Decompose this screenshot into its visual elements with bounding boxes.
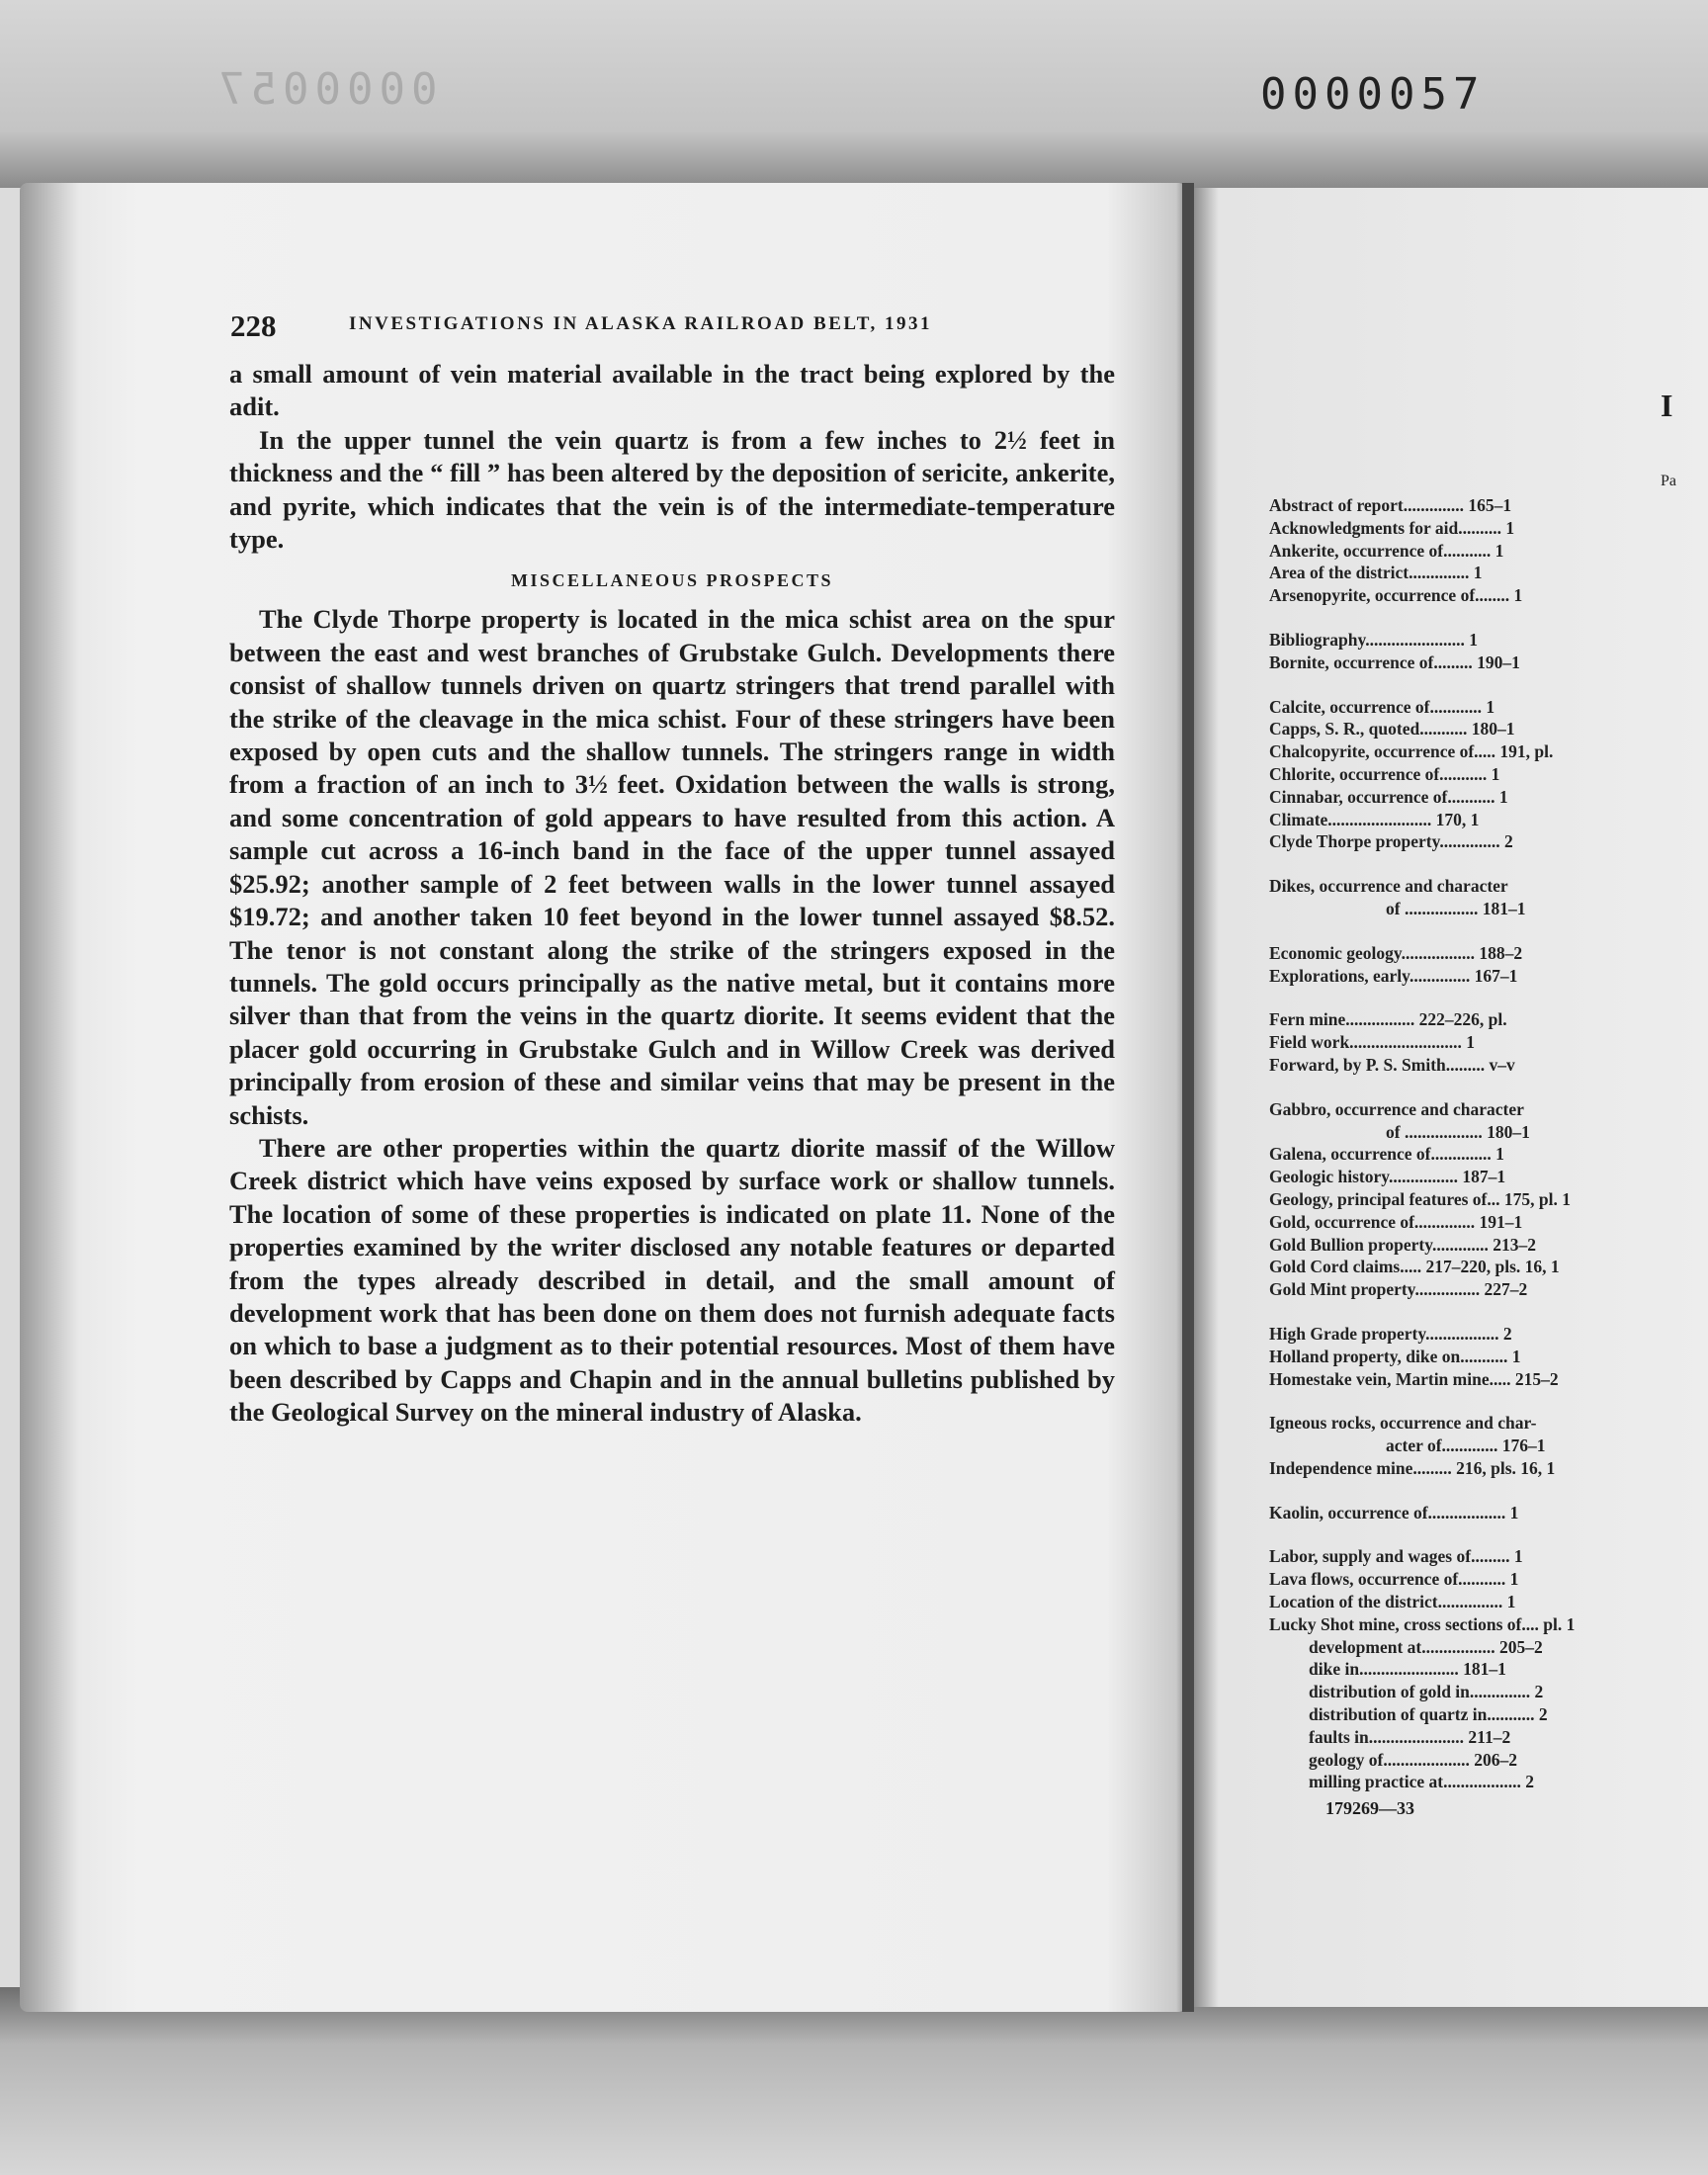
index-entry: Holland property, dike on........... 1 (1269, 1346, 1521, 1366)
body-text (229, 358, 1115, 1430)
index-entry: Independence mine......... 216, pls. 16, 1 (1269, 1457, 1556, 1478)
scan-id-bleedthrough: 0000057 (213, 64, 438, 115)
index-entry: faults in...................... 211–2 (1309, 1726, 1511, 1747)
index-entry: Geologic history................ 187–1 (1269, 1167, 1506, 1187)
index-entry: acter of............. 176–1 (1386, 1436, 1546, 1456)
index-group-gap (1269, 987, 1708, 1008)
index-entry: Homestake vein, Martin mine..... 215–2 (1269, 1368, 1559, 1389)
index-entry: Capps, S. R., quoted........... 180–1 (1269, 719, 1515, 740)
index-entry: Gabbro, occurrence and character (1269, 1098, 1524, 1119)
index-entry: Abstract of report.............. 165–1 (1269, 495, 1512, 515)
index-entry: Location of the district............... 1 (1269, 1592, 1516, 1612)
index-entry: Chalcopyrite, occurrence of..... 191, pl. (1269, 741, 1554, 762)
paragraph: There are other properties within the quartz diorite massif of the Willow Creek district which have veins exposed by surface work or shallow tunnels. The location of some of these properties is indicated on plate 11. None of the properties examined by the writer disclosed any notable features or departed from the types already described in detail, and the small amount of development work that has been done on them does not furnish adequate facts on which to base a judgment as to their potential resources. Most of them have been described by Capps and Chapin and in the annual bulletins published by the Geological Survey on the mineral industry of Alaska. (229, 1132, 1115, 1428)
scan-id-number: 0000057 (1260, 69, 1486, 120)
index-entry: Clyde Thorpe property.............. 2 (1269, 831, 1513, 852)
index-entry: milling practice at.................. 2 (1309, 1772, 1534, 1792)
index-entry: geology of.................... 206–2 (1309, 1749, 1517, 1770)
index-list (1269, 494, 1708, 1793)
index-entry: Lucky Shot mine, cross sections of.... pl. 1 (1269, 1613, 1576, 1634)
index-entry: Igneous rocks, occurrence and char- (1269, 1413, 1537, 1434)
index-group-gap (1269, 674, 1708, 696)
book-gutter (1182, 183, 1194, 2012)
index-entry: Chlorite, occurrence of........... 1 (1269, 763, 1500, 784)
scan-bottom-border (0, 1987, 1708, 2175)
index-entry: Gold Cord claims..... 217–220, pls. 16, 1 (1269, 1257, 1560, 1277)
index-entry: Economic geology................. 188–2 (1269, 942, 1523, 963)
index-entry: Dikes, occurrence and character (1269, 876, 1508, 897)
index-entry: High Grade property................. 2 (1269, 1323, 1512, 1344)
index-entry: Area of the district.............. 1 (1269, 563, 1483, 583)
index-entry: Bornite, occurrence of......... 190–1 (1269, 652, 1520, 672)
index-entry: Kaolin, occurrence of.................. 1 (1269, 1502, 1519, 1522)
index-entry: dike in....................... 181–1 (1309, 1659, 1506, 1680)
index-entry: distribution of gold in.............. 2 (1309, 1682, 1544, 1702)
index-group-gap (1269, 1077, 1708, 1098)
index-entry: Labor, supply and wages of......... 1 (1269, 1546, 1523, 1567)
running-head-title: INVESTIGATIONS IN ALASKA RAILROAD BELT, 1931 (349, 313, 933, 334)
index-entry: Galena, occurrence of.............. 1 (1269, 1144, 1504, 1165)
index-entry: Field work.......................... 1 (1269, 1032, 1476, 1053)
index-group-gap (1269, 853, 1708, 875)
index-entry: Cinnabar, occurrence of........... 1 (1269, 786, 1508, 807)
index-entry: distribution of quartz in........... 2 (1309, 1704, 1548, 1725)
index-group-gap (1269, 1523, 1708, 1545)
index-page-column-header: Pa (1661, 473, 1676, 489)
page-number: 228 (230, 308, 277, 343)
index-entry: Fern mine................ 222–226, pl. (1269, 1009, 1507, 1030)
index-entry: Gold, occurrence of.............. 191–1 (1269, 1211, 1523, 1232)
section-heading: MISCELLANEOUS PROSPECTS (510, 570, 834, 591)
paragraph: The Clyde Thorpe property is located in the mica schist area on the spur between the east and west branches of Grubstake Gulch. Developments there consist of shallow tunnels driven on quartz stringers that trend parallel with the strike of the cleavage in the mica schist. Four of these stringers have been exposed by open cuts and the shallow tunnels. The stringers range in width from a fraction of an inch to 3½ feet. Oxidation between the walls is strong, and some concentration of gold appears to have resulted from this action. A sample cut across a 16-inch band in the face of the upper tunnel assayed $25.92; another sample of 2 feet between walls in the lower tunnel assayed $19.72; and another taken 10 feet beyond in the lower tunnel assayed $8.52. The tenor is not constant along the strike of the stringers exposed in the tunnels. The gold occurs principally as the native metal, but it contains more silver than that from the veins in the quartz diorite. It seems evident that the placer gold occurring in Grubstake Gulch and in Willow Creek was derived principally from erosion of these and similar veins that may be present in the schists. (229, 604, 1115, 1130)
index-entry: Ankerite, occurrence of........... 1 (1269, 540, 1504, 561)
index-group-gap (1269, 1480, 1708, 1502)
index-footer-number: 179269—33 (1325, 1798, 1414, 1818)
paragraph: a small amount of vein material available in the tract being explored by the adit. (229, 359, 1115, 422)
index-entry: Bibliography....................... 1 (1269, 629, 1479, 650)
paragraphs-before (229, 358, 1115, 556)
index-entry: Lava flows, occurrence of........... 1 (1269, 1569, 1519, 1590)
index-entry: Geology, principal features of... 175, pl. 1 (1269, 1188, 1571, 1209)
index-group-gap (1269, 1390, 1708, 1412)
index-entry: Gold Bullion property............. 213–2 (1269, 1234, 1536, 1255)
index-entry: Arsenopyrite, occurrence of........ 1 (1269, 585, 1523, 606)
running-head (230, 308, 1100, 348)
index-entry: Climate........................ 170, 1 (1269, 809, 1480, 829)
index-letter: I (1661, 388, 1673, 423)
index-entry: of ................. 181–1 (1386, 898, 1526, 918)
index-group-gap (1269, 607, 1708, 629)
index-entry: Acknowledgments for aid.......... 1 (1269, 517, 1515, 538)
index-entry: Gold Mint property............... 227–2 (1269, 1279, 1528, 1300)
paragraph: In the upper tunnel the vein quartz is from a few inches to 2½ feet in thickness and the “ fill ” has been altered by the deposition of sericite, ankerite, and pyrite, which indicates that the vein is of the intermediate-temperature type. (229, 424, 1115, 555)
index-entry: development at................. 205–2 (1309, 1636, 1543, 1657)
paragraphs-after (229, 603, 1115, 1429)
index-entry: Explorations, early.............. 167–1 (1269, 965, 1518, 986)
index-group-gap (1269, 920, 1708, 942)
index-entry: Forward, by P. S. Smith......... v–v (1269, 1054, 1515, 1075)
index-entry: of .................. 180–1 (1386, 1121, 1530, 1142)
index-entry: Calcite, occurrence of............ 1 (1269, 696, 1495, 717)
index-group-gap (1269, 1301, 1708, 1323)
